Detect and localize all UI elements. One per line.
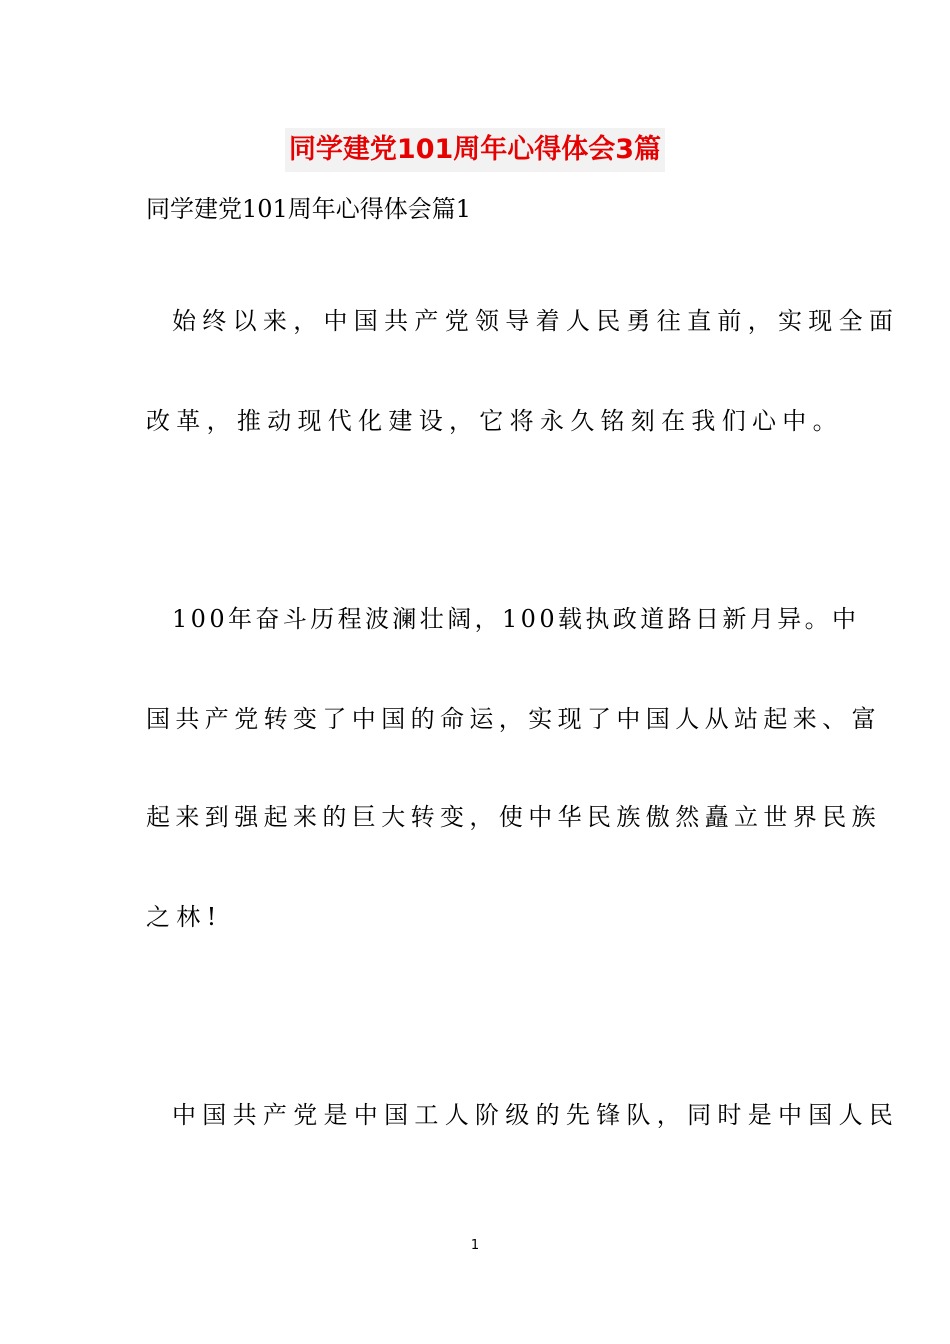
paragraph-1-line-2: 改革，推动现代化建设，它将永久铭刻在我们心中。 bbox=[146, 407, 843, 435]
paragraph-1-line-1: 始终以来，中国共产党领导着人民勇往直前，实现全面 bbox=[172, 307, 900, 335]
document-title bbox=[0, 128, 950, 172]
paragraph-2-line-1: 100年奋斗历程波澜壮阔，100载执政道路日新月异。中 bbox=[172, 605, 860, 633]
page-number: 1 bbox=[470, 1238, 480, 1253]
section-heading: 同学建党101周年心得体会篇1 bbox=[146, 195, 472, 223]
paragraph-2-line-2: 国共产党转变了中国的命运，实现了中国人从站起来、富 bbox=[146, 705, 881, 733]
document-title-text: 同学建党101周年心得体会3篇 bbox=[285, 128, 665, 172]
paragraph-2-line-3: 起来到强起来的巨大转变，使中华民族傲然矗立世界民族 bbox=[146, 803, 881, 831]
paragraph-2-line-4: 之林! bbox=[146, 903, 223, 931]
paragraph-3-line-1: 中国共产党是中国工人阶级的先锋队，同时是中国人民 bbox=[172, 1101, 900, 1129]
